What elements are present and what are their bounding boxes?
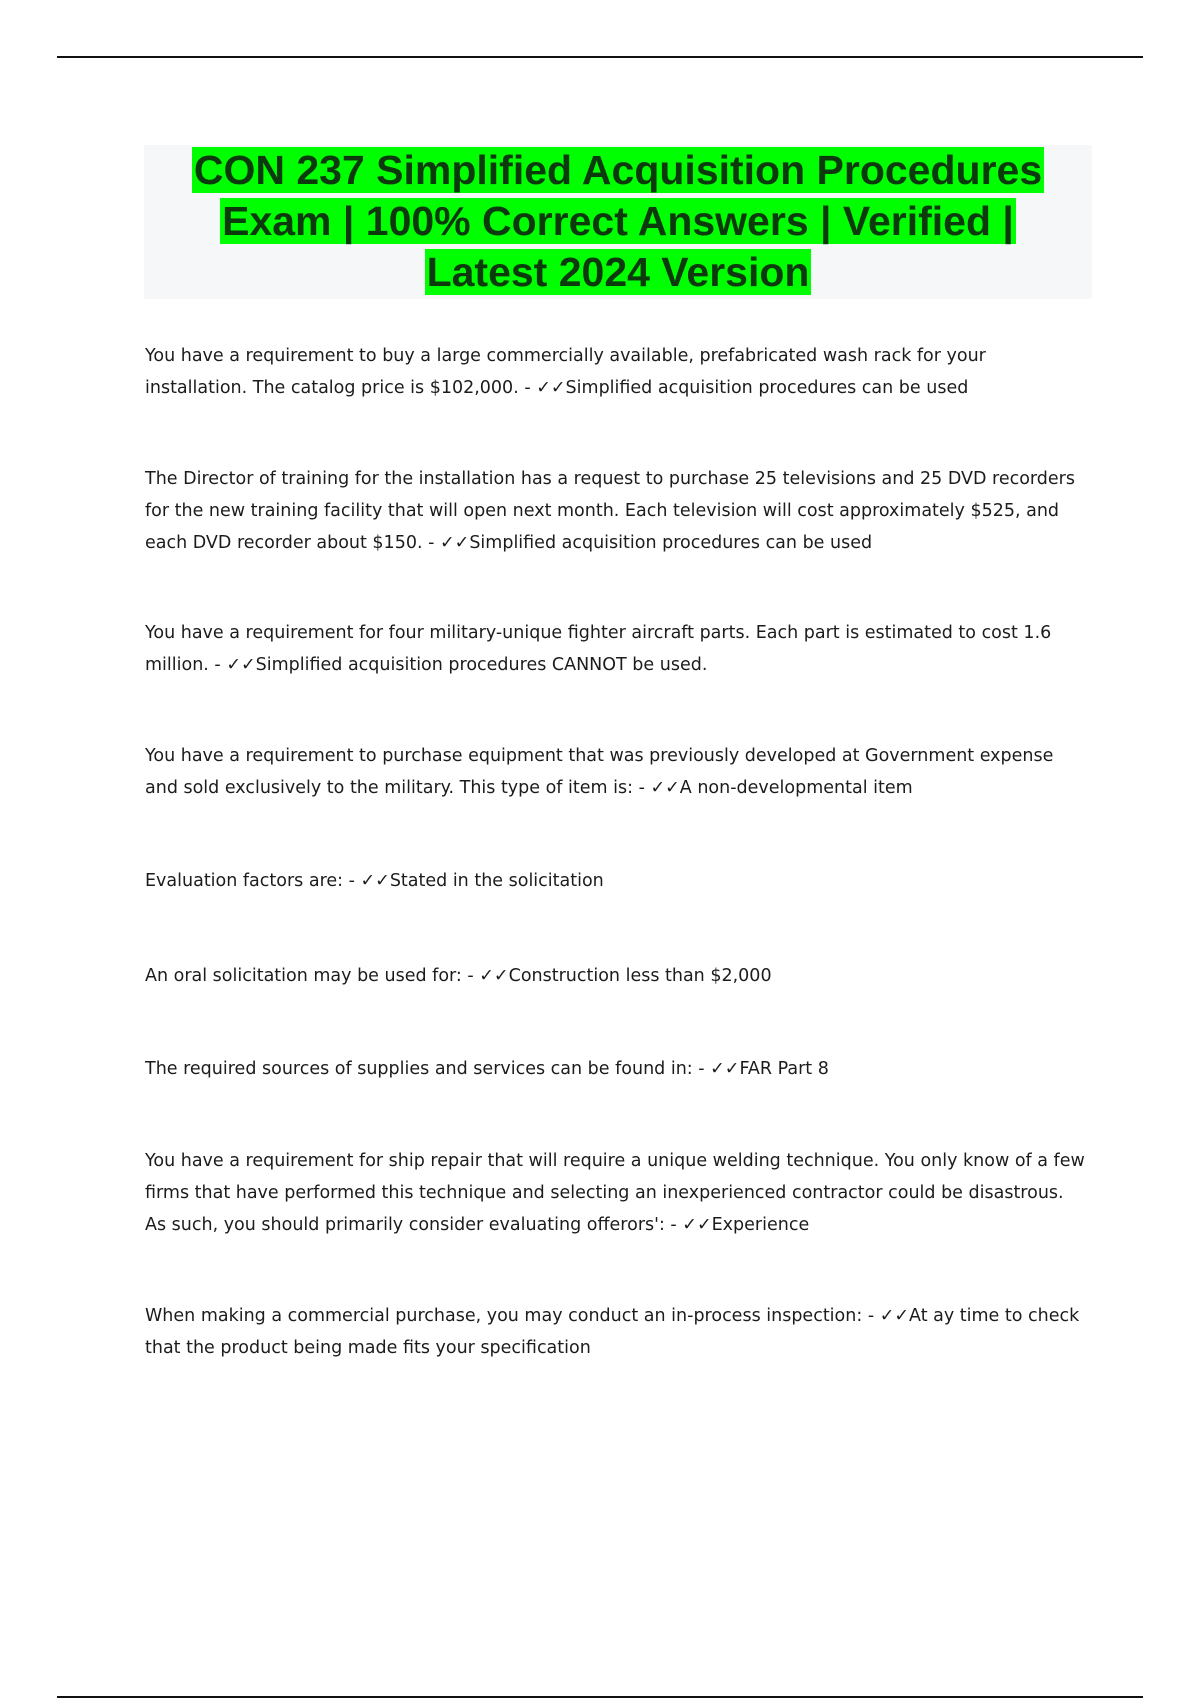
separator: - (862, 1306, 880, 1326)
checkmark-icon: ✓✓ (479, 966, 509, 986)
question-text: You have a requirement for ship repair that will require a unique welding technique. You only know of a few firms that have performed this technique and selecting an inexperienced contractor could be disastrous. As such, you should primarily consider evaluating offerors': (145, 1151, 1085, 1235)
checkmark-icon: ✓✓ (226, 655, 256, 675)
answer-text: Experience (711, 1215, 810, 1235)
separator: - (664, 1215, 683, 1235)
question-text: You have a requirement to purchase equipment that was previously developed at Government expense and sold exclusively to the military. This type of item is: (145, 746, 1054, 798)
question-text: You have a requirement to buy a large commercially available, prefabricated wash rack for your installation. The catalog price is $102,000. (145, 346, 986, 398)
qa-item-2 (145, 463, 1085, 559)
checkmark-icon: ✓✓ (439, 533, 470, 553)
qa-item-5 (145, 865, 1085, 897)
checkmark-icon: ✓✓ (360, 871, 390, 891)
checkmark-icon: ✓✓ (879, 1306, 910, 1326)
bottom-rule (57, 1696, 1143, 1698)
answer-text: Stated in the solicitation (389, 871, 604, 891)
separator: - (422, 533, 440, 553)
question-text: An oral solicitation may be used for: (145, 966, 462, 986)
qa-item-6 (145, 960, 1085, 992)
document-title (144, 145, 1092, 298)
separator: - (208, 655, 227, 675)
qa-item-1 (145, 340, 1085, 404)
title-line-2: Exam | 100% Correct Answers | Verified | (222, 198, 1014, 244)
checkmark-icon: ✓✓ (536, 378, 566, 398)
checkmark-icon: ✓✓ (682, 1215, 712, 1235)
question-text: The Director of training for the installation has a request to purchase 25 televisions and 25 DVD recorders for the new training facility that will open next month. Each television will cost approximately $525, and each DVD recorder about $150. (145, 469, 1075, 553)
answer-text: Simplified acquisition procedures can be used (565, 378, 969, 398)
separator: - (633, 778, 651, 798)
title-line-1: CON 237 Simplified Acquisition Procedures (193, 147, 1043, 193)
qa-item-8 (145, 1145, 1085, 1241)
answer-text: Simplified acquisition procedures can be used (469, 533, 873, 553)
question-text: Evaluation factors are: (145, 871, 344, 891)
checkmark-icon: ✓✓ (650, 778, 680, 798)
question-text: You have a requirement for four military-unique fighter aircraft parts. Each part is estimated to cost 1.6 million. (145, 623, 1052, 675)
title-line-3: Latest 2024 Version (426, 249, 810, 295)
qa-item-3 (145, 617, 1085, 681)
answer-text: Simplified acquisition procedures CANNOT be used. (255, 655, 708, 675)
separator: - (461, 966, 480, 986)
separator: - (518, 378, 537, 398)
checkmark-icon: ✓✓ (710, 1059, 740, 1079)
separator: - (692, 1059, 711, 1079)
question-text: When making a commercial purchase, you may conduct an in-process inspection: (145, 1306, 863, 1326)
answer-text: At ay time to check that the product being made fits your specification (145, 1306, 1080, 1358)
qa-item-9 (145, 1300, 1085, 1364)
top-rule (57, 56, 1143, 58)
question-text: The required sources of supplies and services can be found in: (145, 1059, 693, 1079)
answer-text: FAR Part 8 (739, 1059, 829, 1079)
answer-text: Construction less than $2,000 (508, 966, 772, 986)
qa-item-4 (145, 740, 1085, 804)
answer-text: A non-developmental item (679, 778, 913, 798)
qa-item-7 (145, 1053, 1085, 1085)
separator: - (343, 871, 361, 891)
